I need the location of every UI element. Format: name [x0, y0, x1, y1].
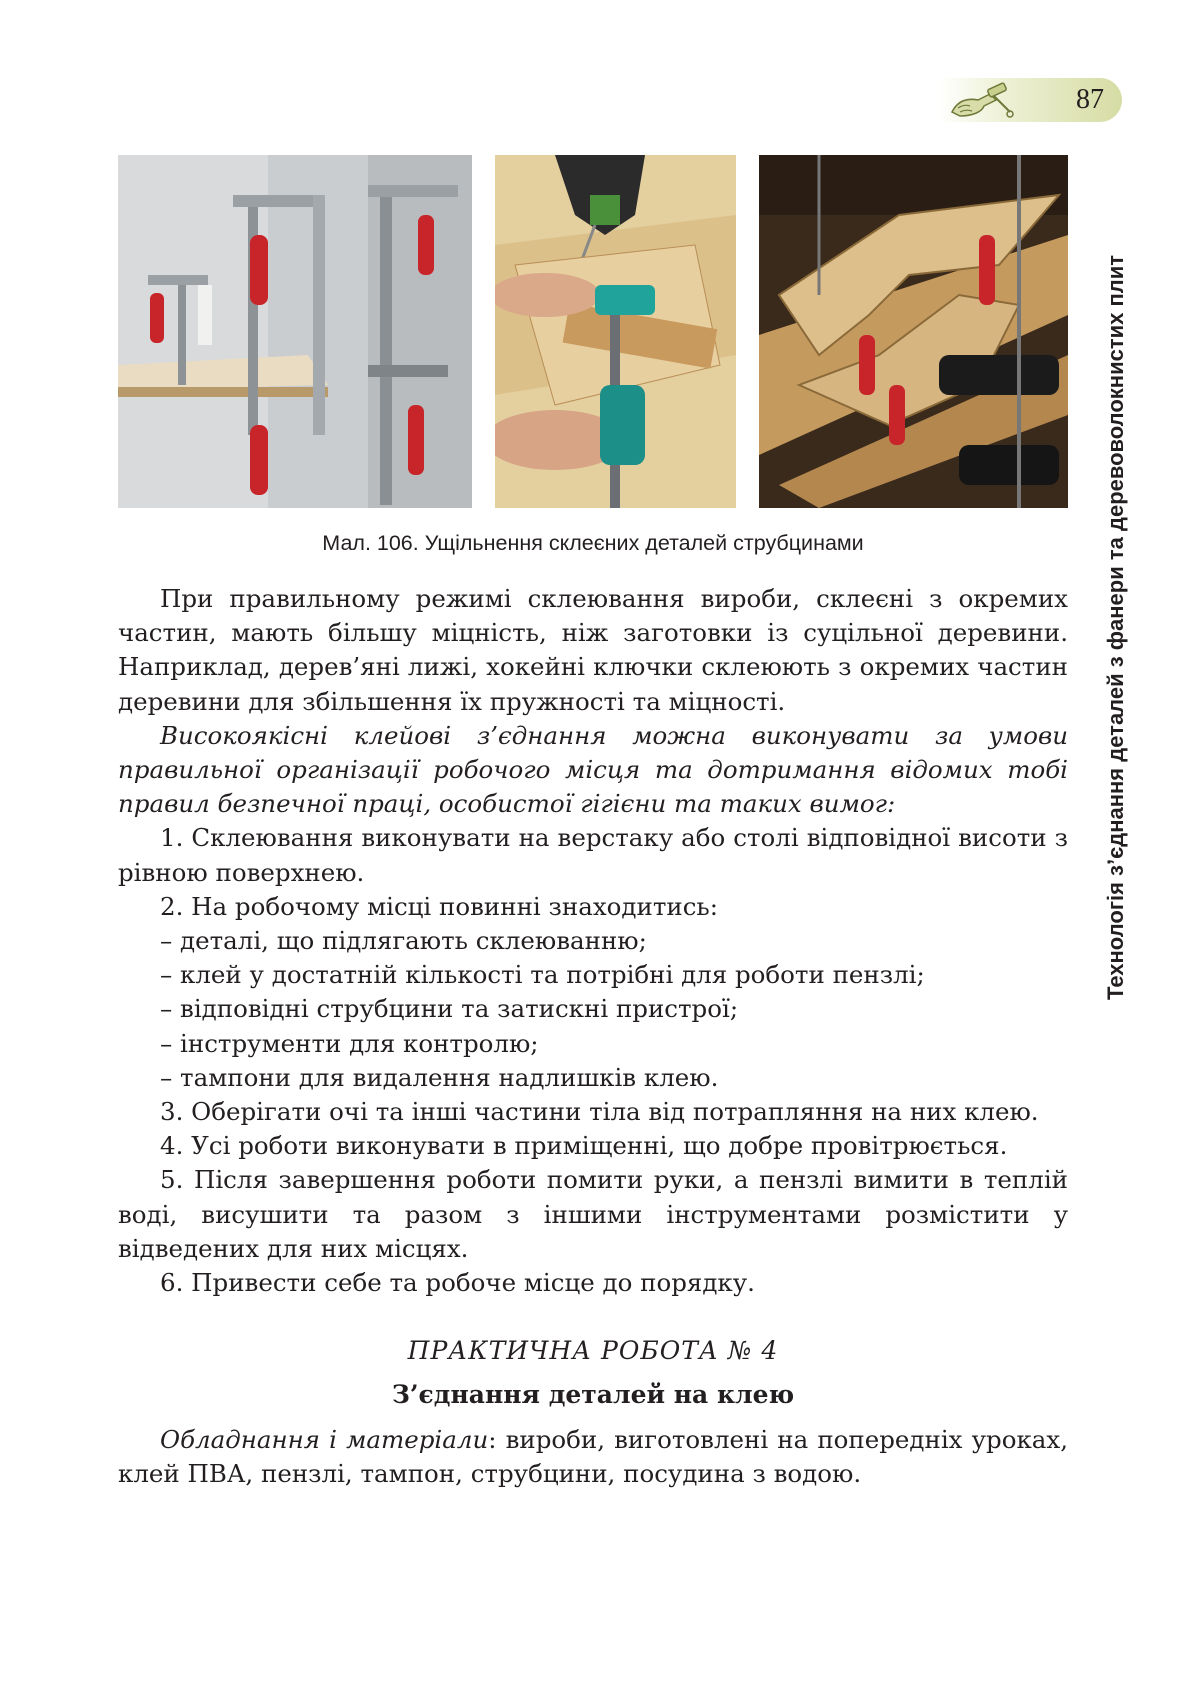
main-text — [118, 582, 1068, 1491]
list-item: 2. На робочому місці повинні знаходитись: — [160, 891, 719, 921]
list-item: 4. Усі роботи виконувати в приміщенні, що добре провітрюється. — [160, 1131, 1008, 1161]
clamps-on-shelf-photo — [118, 155, 472, 508]
paragraph: При правильному режимі склеювання вироби, склеєні з окремих частин, мають більшу міцність, ніж заготовки із суцільної деревини. Наприклад, дерев’яні лижі, хокейні ключки склеюють з окремих частин деревини для збільшення їх пружності та міцності. — [118, 584, 1068, 716]
clamped-plywood-frame-photo — [759, 155, 1068, 508]
list-item: 6. Привести себе та робоче місце до порядку. — [160, 1268, 755, 1298]
hammer-hand-icon — [938, 78, 1018, 122]
dash-item: – клей у достатній кількості та потрібні для роботи пензлі; — [160, 960, 925, 990]
clamp-and-drill-photo — [495, 155, 736, 508]
list-item: 5. Після завершення роботи помити руки, а пензлі вимити в теплій воді, висушити та разом з іншими інструментами розмістити у відведених для них місцях. — [118, 1165, 1068, 1263]
list-item: 1. Склеювання виконувати на верстаку або столі відповідної висоти з рівною поверхнею. — [118, 823, 1068, 887]
equipment-paragraph — [118, 1423, 1068, 1491]
dash-item: – деталі, що підлягають склеюванню; — [160, 926, 647, 956]
page-number-tab — [938, 78, 1122, 122]
equipment-label: Обладнання і матеріали — [160, 1424, 489, 1454]
dash-item: – відповідні струбцини та затискні пристрої; — [160, 994, 739, 1024]
figure-caption: Мал. 106. Ущільнення склеєних деталей струбцинами — [322, 531, 864, 555]
page-number: 87 — [1076, 84, 1104, 115]
practical-work-heading: ПРАКТИЧНА РОБОТА № 4 — [407, 1336, 779, 1366]
side-chapter-title: Технологія з’єднання деталей з фанери та деревоволокнистих плит — [1103, 254, 1128, 1000]
practical-work-title: З’єднання деталей на клею — [391, 1380, 795, 1410]
equipment-text: : вироби, виготовлені на попередніх уроках, клей ПВА, пензлі, тампон, струбцини, посудина з водою. — [118, 1424, 1068, 1488]
paragraph-italic: Високоякісні клейові з’єднання можна виконувати за умови правильної організації робочого місця та дотримання відомих тобі правил безпечної праці, особистої гігієни та таких вимог: — [118, 720, 1068, 819]
dash-item: – тампони для видалення надлишків клею. — [160, 1062, 719, 1092]
list-item: 3. Оберігати очі та інші частини тіла від потрапляння на них клею. — [160, 1097, 1039, 1127]
dash-item: – інструменти для контролю; — [160, 1028, 539, 1058]
